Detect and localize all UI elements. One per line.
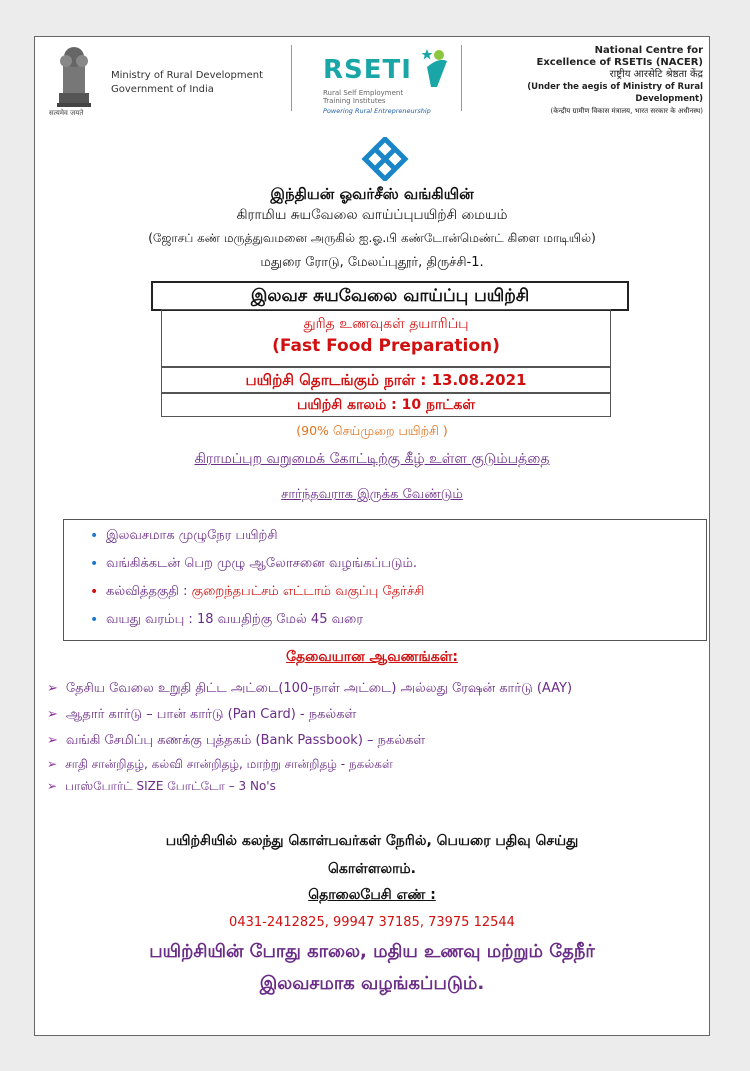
course-name-box	[161, 309, 611, 367]
nacer-block	[503, 45, 703, 117]
arrow-icon: ➢	[47, 681, 58, 696]
iob-logo-icon	[359, 137, 411, 181]
bullet-icon: •	[90, 584, 99, 600]
arrow-icon: ➢	[47, 707, 58, 722]
list-item	[90, 584, 425, 600]
course-name-english: (Fast Food Preparation)	[272, 336, 500, 356]
eligibility-line2: சார்ந்தவராக இருக்க வேண்டும்	[281, 487, 463, 502]
list-item	[90, 528, 278, 544]
list-item	[90, 612, 364, 628]
list-item	[47, 779, 276, 795]
rseti-logo	[323, 43, 453, 123]
ministry-block	[111, 69, 263, 97]
bullet-icon: •	[90, 612, 99, 628]
ministry-name: Ministry of Rural Development	[111, 70, 264, 81]
rseti-subtitle	[323, 89, 403, 105]
course-name-tamil: துரித உணவுகள் தயாரிப்பு	[303, 316, 469, 332]
benefits-box	[63, 519, 707, 641]
nacer-aegis: (Under the aegis of Ministry of Rural Development)	[527, 82, 703, 104]
person-star-icon	[421, 47, 451, 89]
start-date: பயிற்சி தொடங்கும் நாள் : 13.08.2021	[161, 367, 611, 393]
documents-heading: தேவையான ஆவணங்கள்:	[286, 649, 458, 665]
document-item: சாதி சான்றிதழ், கல்வி சான்றிதழ், மாற்று சான்றிதழ் - நகல்கள்	[65, 757, 393, 771]
rseti-tagline: Powering Rural Entrepreneurship	[323, 107, 431, 115]
document-item: தேசிய வேலை உறுதி திட்ட அட்டை(100-நாள் அட்டை) அல்லது ரேஷன் கார்டு (AAY)	[65, 681, 573, 696]
registration-line2: கொள்ளலாம்.	[328, 861, 416, 877]
nacer-hindi-name: राष्ट्रीय आरसेटि श्रेष्ठता केंद्र	[609, 69, 703, 80]
nacer-line2: Excellence of RSETIs (NACER)	[536, 57, 703, 68]
registration-line1: பயிற்சியில் கலந்து கொள்பவர்கள் நேரில், பெயரை பதிவு செய்து	[165, 833, 579, 849]
duration: பயிற்சி காலம் : 10 நாட்கள்	[161, 393, 611, 417]
header-divider	[291, 45, 292, 111]
list-item	[47, 733, 425, 749]
benefit-label: வயது வரம்பு :	[106, 612, 197, 627]
bank-name: இந்தியன் ஓவர்சீஸ் வங்கியின்	[270, 185, 474, 203]
benefit-label: வங்கிக்கடன் பெற முழு ஆலோசனை வழங்கப்படும்.	[106, 556, 418, 571]
address-line1: (ஜோசப் கண் மருத்துவமனை அருகில் ஐ.ஓ.பி கண்டோன்மெண்ட் கிளை மாடியில்)	[148, 231, 596, 245]
list-item	[47, 681, 572, 697]
nacer-line1: National Centre for	[594, 45, 703, 56]
header-divider	[461, 45, 462, 111]
emblem-motto: सत्यमेव जयते	[49, 109, 84, 117]
benefit-label: கல்வித்தகுதி :	[106, 584, 192, 599]
list-item	[90, 556, 418, 572]
program-title: இலவச சுயவேலை வாய்ப்பு பயிற்சி	[151, 281, 629, 311]
centre-name: கிராமிய சுயவேலை வாய்ப்புபயிற்சி மையம்	[236, 207, 508, 223]
bullet-icon: •	[90, 556, 99, 572]
list-item	[47, 707, 356, 723]
document-item: ஆதார் கார்டு – பான் கார்டு (Pan Card) - நகல்கள்	[65, 707, 357, 722]
food-line1: பயிற்சியின் போது காலை, மதிய உணவு மற்றும் தேநீர்	[149, 941, 595, 962]
rseti-subtitle-line1: Rural Self Employment	[323, 89, 404, 97]
phone-label: தொலைபேசி எண் :	[308, 887, 436, 903]
food-line2: இலவசமாக வழங்கப்படும்.	[259, 973, 485, 994]
arrow-icon: ➢	[47, 733, 58, 748]
rseti-wordmark: RSETI	[323, 55, 412, 85]
government-name: Government of India	[111, 84, 214, 95]
benefit-value: 18 வயதிற்கு மேல் 45 வரை	[196, 612, 364, 627]
arrow-icon: ➢	[47, 779, 58, 793]
benefit-value: குறைந்தபட்சம் எட்டாம் வகுப்பு தேர்ச்சி	[191, 584, 425, 599]
flyer-page	[34, 36, 710, 1036]
document-item: பாஸ்போர்ட் SIZE போட்டோ – 3 No's	[65, 779, 276, 793]
benefit-label: இலவசமாக முழுநேர பயிற்சி	[106, 528, 278, 543]
phone-numbers: 0431-2412825, 99947 37185, 73975 12544	[229, 915, 515, 930]
document-item: வங்கி சேமிப்பு கணக்கு புத்தகம் (Bank Passbook) – நகல்கள்	[65, 733, 426, 748]
arrow-icon: ➢	[47, 757, 58, 771]
nacer-aegis-hindi: (केन्द्रीय ग्रामीण विकास मंत्रालय, भारत सरकार के अधीनस्थ)	[550, 107, 703, 115]
bullet-icon: •	[90, 528, 99, 544]
practical-note: (90% செய்முறை பயிற்சி )	[296, 423, 448, 438]
rseti-subtitle-line2: Training Institutes	[323, 97, 386, 105]
address-line2: மதுரை ரோடு, மேலப்புதூர், திருச்சி-1.	[260, 255, 484, 270]
eligibility-line1: கிராமப்புற வறுமைக் கோட்டிற்கு கீழ் உள்ள குடும்பத்தை	[194, 451, 550, 467]
list-item	[47, 757, 393, 773]
